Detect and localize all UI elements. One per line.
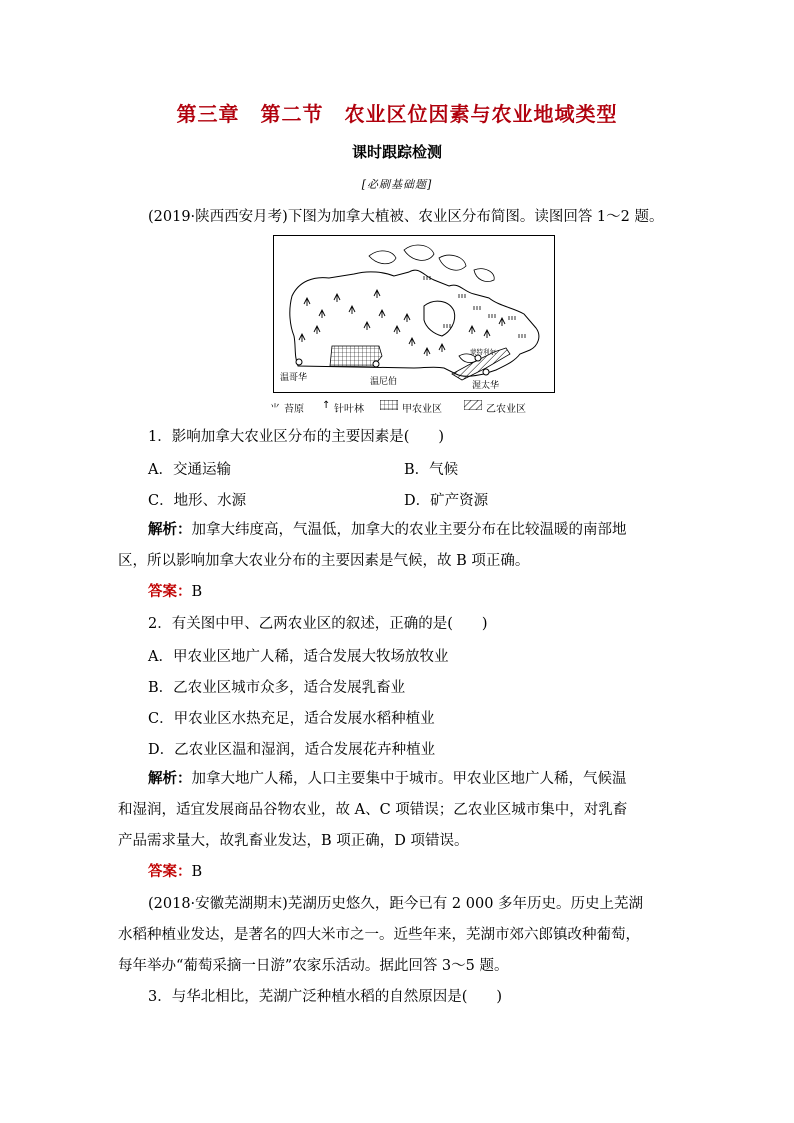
- q1-stem: 1．影响加拿大农业区分布的主要因素是( ): [148, 429, 445, 445]
- q1-answer-label: 答案：: [148, 583, 192, 600]
- q2-analysis-text1: 加拿大地广人稀，人口主要集中于城市。甲农业区地广人稀，气候温: [191, 771, 627, 787]
- q1-answer-line: [148, 582, 718, 602]
- q1-analysis-line2: 区，所以影响加拿大农业分布的主要因素是气候，故 B 项正确。: [118, 553, 530, 569]
- q1-option-c: C．地形、水源: [148, 493, 247, 509]
- page-subtitle: 课时跟踪检测: [351, 143, 442, 161]
- q2-analysis-label: 解析：: [148, 770, 192, 787]
- page-title: 第三章 第二节 农业区位因素与农业地域类型: [176, 102, 618, 126]
- q2-option-d: D．乙农业区温和湿润，适合发展花卉种植业: [148, 742, 436, 758]
- q2-analysis-line2: 和湿润，适宜发展商品谷物农业，故 A、C 项错误；乙农业区城市集中，对乳畜: [118, 802, 628, 818]
- arctic-island-4: [474, 269, 494, 282]
- intro-text-2-line2: 水稻种植业发达，是著名的四大米市之一。近些年来，芜湖市郊六郎镇改种葡萄，: [118, 927, 640, 943]
- ottawa-dot: [483, 369, 489, 375]
- q2-answer-label: 答案：: [148, 863, 192, 880]
- winnipeg-dot: [373, 361, 379, 367]
- canada-map: [274, 236, 554, 392]
- legend-jia: 甲农业区: [402, 404, 442, 415]
- conifer-symbols: [299, 290, 505, 356]
- canada-map-figure: [273, 235, 555, 393]
- intro-text-1: (2019·陕西西安月考)下图为加拿大植被、农业区分布简图。读图回答 1～2 题。: [148, 209, 664, 225]
- arctic-island-1: [369, 251, 396, 264]
- legend-yi: 乙农业区: [486, 404, 526, 415]
- q2-option-c: C．甲农业区水热充足，适合发展水稻种植业: [148, 711, 435, 727]
- q1-answer: B: [191, 584, 203, 600]
- arctic-island-3: [439, 255, 466, 270]
- legend-tundra: 苔原: [284, 404, 304, 415]
- q1-option-a: A．交通运输: [148, 462, 231, 478]
- legend-conifer-symbol: ↑: [322, 400, 331, 411]
- section-tag: [必刷基础题]: [361, 178, 433, 191]
- q2-stem: 2．有关图中甲、乙两农业区的叙述，正确的是( ): [148, 616, 488, 632]
- label-winnipeg: 温尼伯: [370, 377, 398, 387]
- arctic-island-2: [404, 245, 434, 260]
- q2-option-b: B．乙农业区城市众多，适合发展乳畜业: [148, 680, 406, 696]
- q1-analysis-line1: [148, 520, 718, 540]
- canada-outline: [290, 270, 539, 376]
- q2-analysis-line1: [148, 769, 718, 789]
- legend-tundra-symbol: ⺌: [270, 404, 280, 415]
- q2-analysis-line3: 产品需求量大，故乳畜业发达，B 项正确，D 项错误。: [118, 833, 469, 849]
- label-montreal: 蒙特利尔: [470, 348, 496, 356]
- q1-option-b: B．气候: [404, 462, 459, 478]
- legend-conifer: 针叶林: [334, 404, 364, 415]
- q1-analysis-text1: 加拿大纬度高，气温低，加拿大的农业主要分布在比较温暖的南部地: [191, 522, 627, 538]
- map-legend: [268, 400, 568, 416]
- q2-answer-line: [148, 862, 718, 882]
- hudson-bay: [424, 301, 455, 336]
- q2-answer: B: [191, 864, 203, 880]
- q3-stem: 3．与华北相比，芜湖广泛种植水稻的自然原因是( ): [148, 989, 503, 1005]
- intro-text-2-line1: (2018·安徽芜湖期末)芜湖历史悠久，距今已有 2 000 多年历史。历史上芜湖: [148, 896, 644, 912]
- legend-yi-swatch: [464, 400, 482, 413]
- vancouver-dot: [296, 359, 302, 365]
- q1-analysis-label: 解析：: [148, 521, 192, 538]
- intro-text-2-line3: 每年举办“葡萄采摘一日游”农家乐活动。据此回答 3～5 题。: [118, 958, 509, 974]
- legend-jia-swatch: [380, 400, 398, 413]
- label-ottawa: 渥太华: [472, 381, 500, 391]
- label-vancouver: 温哥华: [280, 373, 308, 383]
- q1-option-d: D．矿产资源: [404, 493, 489, 509]
- q2-option-a: A．甲农业区地广人稀，适合发展大牧场放牧业: [148, 649, 449, 665]
